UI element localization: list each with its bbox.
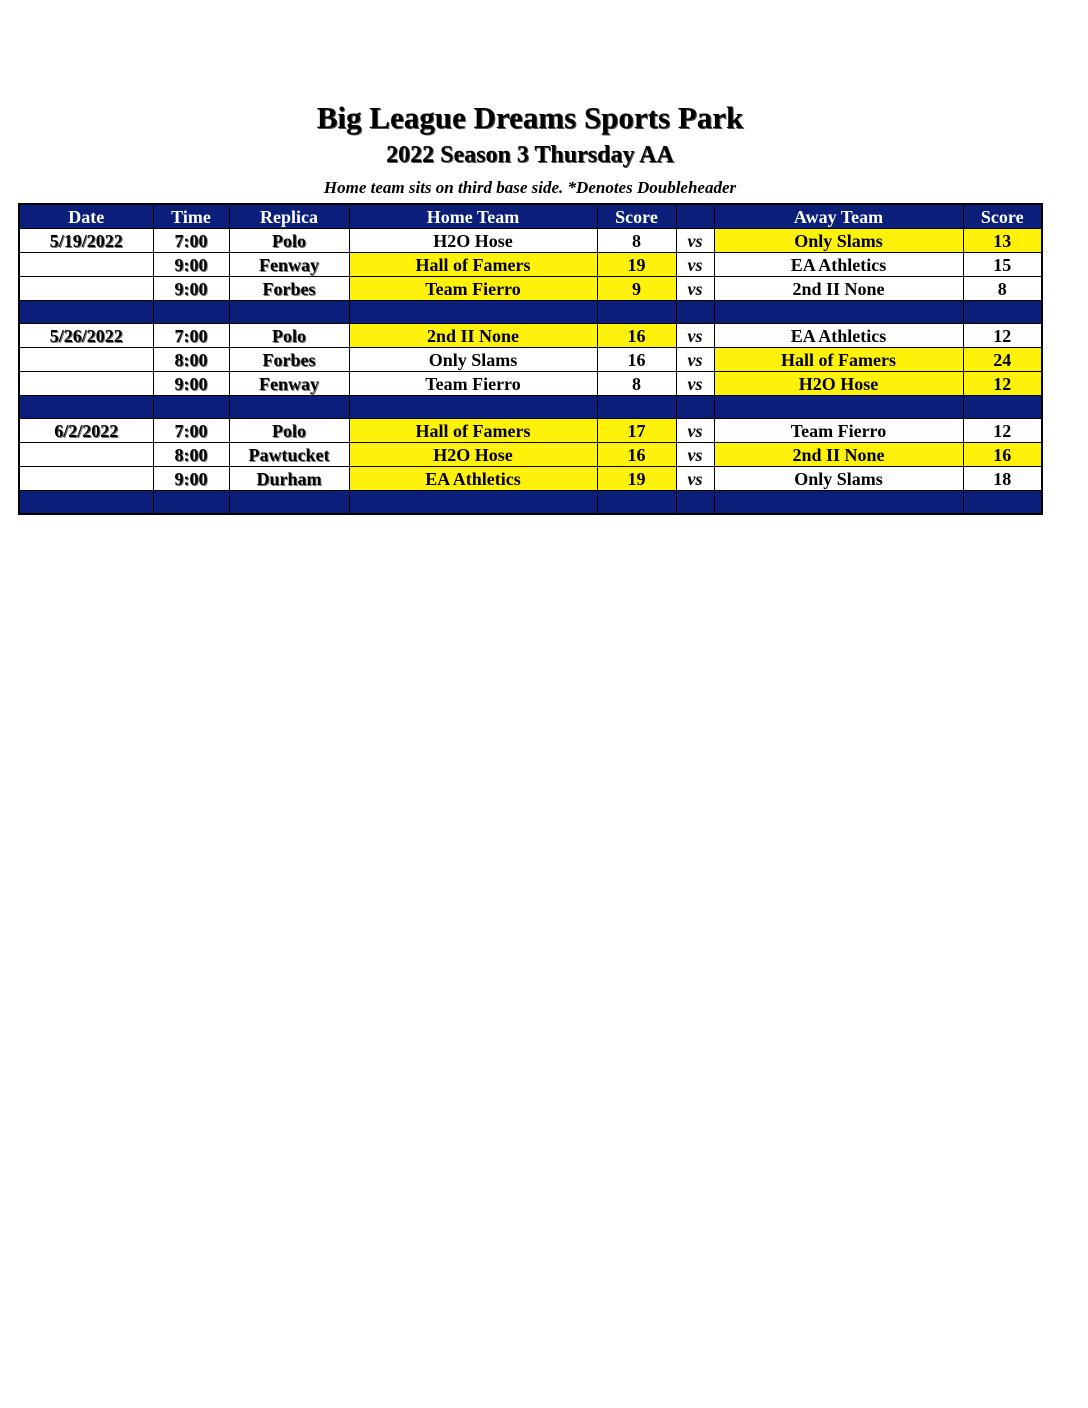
week-separator-row — [19, 396, 1042, 419]
cell-home-score: 8 — [597, 229, 676, 253]
cell-replica: Polo — [229, 324, 349, 348]
cell-away-team: H2O Hose — [714, 372, 963, 396]
page-subtitle: 2022 Season 3 Thursday AA — [386, 142, 674, 168]
cell-away-score: 12 — [963, 419, 1042, 443]
cell-home-team: 2nd II None — [349, 324, 597, 348]
column-header-date: Date — [19, 204, 153, 229]
schedule-note: Home team sits on third base side. *Denotes Doubleheader — [323, 178, 737, 197]
table-row — [19, 372, 1042, 396]
separator-cell — [349, 396, 597, 419]
cell-away-score: 12 — [963, 324, 1042, 348]
cell-time: 9:00 — [153, 277, 229, 301]
cell-home-team: Only Slams — [349, 348, 597, 372]
cell-replica: Pawtucket — [229, 443, 349, 467]
table-header-row — [19, 204, 1042, 229]
column-header-vs — [676, 204, 714, 229]
cell-home-team: H2O Hose — [349, 443, 597, 467]
cell-away-team: 2nd II None — [714, 277, 963, 301]
cell-date: 5/19/2022 — [19, 229, 153, 253]
cell-home-team: EA Athletics — [349, 467, 597, 491]
cell-away-score: 8 — [963, 277, 1042, 301]
cell-home-score: 9 — [597, 277, 676, 301]
column-header-replica: Replica — [229, 204, 349, 229]
separator-cell — [597, 396, 676, 419]
cell-away-team: Hall of Famers — [714, 348, 963, 372]
cell-replica: Fenway — [229, 253, 349, 277]
cell-replica: Durham — [229, 467, 349, 491]
column-header-away-score: Score — [963, 204, 1042, 229]
separator-cell — [963, 396, 1042, 419]
column-header-away-team: Away Team — [714, 204, 963, 229]
cell-home-score: 16 — [597, 324, 676, 348]
cell-vs: vs — [676, 229, 714, 253]
schedule-table — [18, 203, 1043, 515]
cell-time: 9:00 — [153, 253, 229, 277]
separator-cell — [597, 301, 676, 324]
cell-vs: vs — [676, 324, 714, 348]
cell-replica: Polo — [229, 419, 349, 443]
table-row — [19, 419, 1042, 443]
table-row — [19, 443, 1042, 467]
cell-date — [19, 277, 153, 301]
cell-away-score: 15 — [963, 253, 1042, 277]
cell-time: 7:00 — [153, 324, 229, 348]
table-row — [19, 253, 1042, 277]
cell-time: 7:00 — [153, 229, 229, 253]
cell-vs: vs — [676, 467, 714, 491]
separator-cell — [19, 396, 153, 419]
cell-vs: vs — [676, 253, 714, 277]
week-separator-row — [19, 491, 1042, 515]
cell-replica: Fenway — [229, 372, 349, 396]
cell-time: 8:00 — [153, 443, 229, 467]
cell-replica: Polo — [229, 229, 349, 253]
cell-vs: vs — [676, 372, 714, 396]
cell-home-score: 17 — [597, 419, 676, 443]
cell-home-score: 19 — [597, 253, 676, 277]
cell-away-score: 16 — [963, 443, 1042, 467]
separator-cell — [153, 396, 229, 419]
separator-cell — [676, 301, 714, 324]
cell-home-score: 16 — [597, 443, 676, 467]
table-row — [19, 324, 1042, 348]
cell-date: 5/26/2022 — [19, 324, 153, 348]
cell-away-team: 2nd II None — [714, 443, 963, 467]
separator-cell — [19, 491, 153, 515]
cell-date — [19, 372, 153, 396]
page-title: Big League Dreams Sports Park — [316, 100, 744, 135]
cell-vs: vs — [676, 419, 714, 443]
separator-cell — [963, 491, 1042, 515]
separator-cell — [714, 491, 963, 515]
cell-home-team: Hall of Famers — [349, 253, 597, 277]
cell-home-score: 16 — [597, 348, 676, 372]
cell-time: 9:00 — [153, 467, 229, 491]
week-separator-row — [19, 301, 1042, 324]
cell-vs: vs — [676, 348, 714, 372]
cell-replica: Forbes — [229, 348, 349, 372]
column-header-home-team: Home Team — [349, 204, 597, 229]
cell-home-team: Hall of Famers — [349, 419, 597, 443]
cell-away-score: 12 — [963, 372, 1042, 396]
table-row — [19, 348, 1042, 372]
separator-cell — [349, 491, 597, 515]
cell-away-team: Team Fierro — [714, 419, 963, 443]
cell-date — [19, 443, 153, 467]
cell-away-team: Only Slams — [714, 467, 963, 491]
cell-vs: vs — [676, 443, 714, 467]
cell-home-score: 8 — [597, 372, 676, 396]
separator-cell — [597, 491, 676, 515]
cell-date — [19, 467, 153, 491]
separator-cell — [229, 396, 349, 419]
separator-cell — [714, 301, 963, 324]
table-row — [19, 229, 1042, 253]
separator-cell — [676, 491, 714, 515]
separator-cell — [153, 491, 229, 515]
cell-time: 8:00 — [153, 348, 229, 372]
table-row — [19, 467, 1042, 491]
cell-time: 7:00 — [153, 419, 229, 443]
cell-home-team: H2O Hose — [349, 229, 597, 253]
cell-home-score: 19 — [597, 467, 676, 491]
column-header-home-score: Score — [597, 204, 676, 229]
column-header-time: Time — [153, 204, 229, 229]
cell-away-score: 13 — [963, 229, 1042, 253]
cell-date — [19, 253, 153, 277]
separator-cell — [153, 301, 229, 324]
cell-date — [19, 348, 153, 372]
cell-time: 9:00 — [153, 372, 229, 396]
cell-away-score: 18 — [963, 467, 1042, 491]
cell-home-team: Team Fierro — [349, 277, 597, 301]
separator-cell — [229, 491, 349, 515]
cell-away-team: Only Slams — [714, 229, 963, 253]
separator-cell — [229, 301, 349, 324]
cell-away-score: 24 — [963, 348, 1042, 372]
table-row — [19, 277, 1042, 301]
cell-home-team: Team Fierro — [349, 372, 597, 396]
cell-replica: Forbes — [229, 277, 349, 301]
separator-cell — [963, 301, 1042, 324]
cell-away-team: EA Athletics — [714, 253, 963, 277]
schedule-body — [19, 229, 1042, 515]
separator-cell — [714, 396, 963, 419]
cell-vs: vs — [676, 277, 714, 301]
cell-date: 6/2/2022 — [19, 419, 153, 443]
separator-cell — [676, 396, 714, 419]
cell-away-team: EA Athletics — [714, 324, 963, 348]
separator-cell — [19, 301, 153, 324]
separator-cell — [349, 301, 597, 324]
